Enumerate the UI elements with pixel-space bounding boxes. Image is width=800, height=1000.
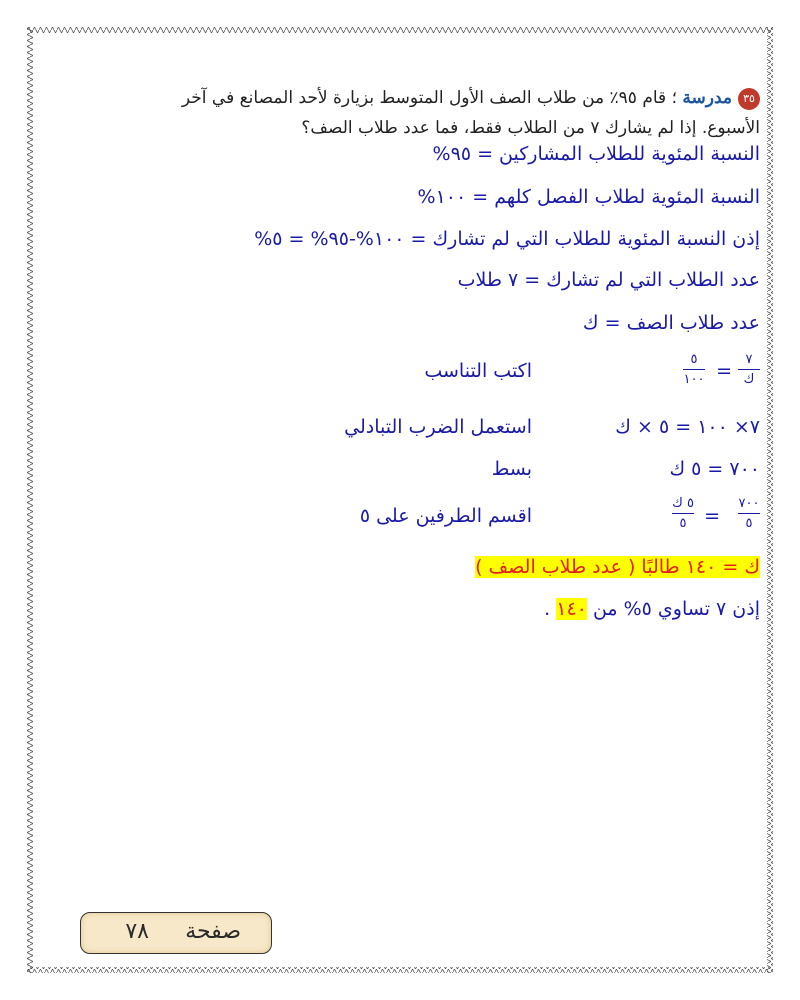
step-equation-2: ٧× ١٠٠ = ٥ × ك [615,416,760,438]
solution-line-2: النسبة المئوية لطلاب الفصل كلهم = ١٠٠% [417,186,760,208]
problem-statement: ٣٥مدرسة ؛ قام ٩٥٪ من طلاب الصف الأول المتوسط بزيارة لأحد المصانع في آخر الأسبوع. إذا لم يشارك ٧ من الطلاب فقط، فما عدد طلاب الصف؟ [181,88,760,138]
equals-sign-2: = [704,505,720,527]
conclusion-line: إذن ٧ تساوي ٥% من ١٤٠ . [544,598,760,620]
page-number-box [80,912,272,954]
step-equation-3: ٧٠٠ = ٥ ك [669,458,760,480]
problem-text: قام ٩٥٪ من طلاب الصف الأول المتوسط بزيارة لأحد المصانع في آخر الأسبوع. إذا لم يشارك ٧ من الطلاب فقط، فما عدد طلاب الصف؟ [181,88,760,138]
problem-keyword: مدرسة [682,88,732,108]
step-note-4: اقسم الطرفين على ٥ [359,505,532,527]
page-label: صفحة [185,919,241,944]
fraction-left: ٧ ك [738,352,760,387]
solution-line-1: النسبة المئوية للطلاب المشاركين = ٩٥% [432,143,760,165]
problem-number: ٣٥ [738,88,760,110]
solution-line-4: عدد الطلاب التي لم تشارك = ٧ طلاب [457,269,760,291]
fraction-right: ٥ ١٠٠ [683,352,705,387]
equals-sign: = [716,360,732,382]
solution-line-3: إذن النسبة المئوية للطلاب التي لم تشارك = ١٠٠%-٩٥% = ٥% [254,228,760,250]
page-number: ٧٨ [125,919,149,944]
step-note-3: بسط [491,458,532,480]
answer-line: ك = ١٤٠ طالبًا ( عدد طلاب الصف ) [475,556,760,578]
fraction-700-over-5: ٧٠٠ ٥ [738,496,760,531]
content [40,0,760,1000]
conclusion-value: ١٤٠ [556,598,587,620]
solution-line-5: عدد طلاب الصف = ك [582,312,760,334]
step-note-2: استعمل الضرب التبادلي [344,416,532,438]
fraction-5k-over-5: ٥ ك ٥ [672,496,694,531]
step-note-1: اكتب التناسب [424,360,532,382]
